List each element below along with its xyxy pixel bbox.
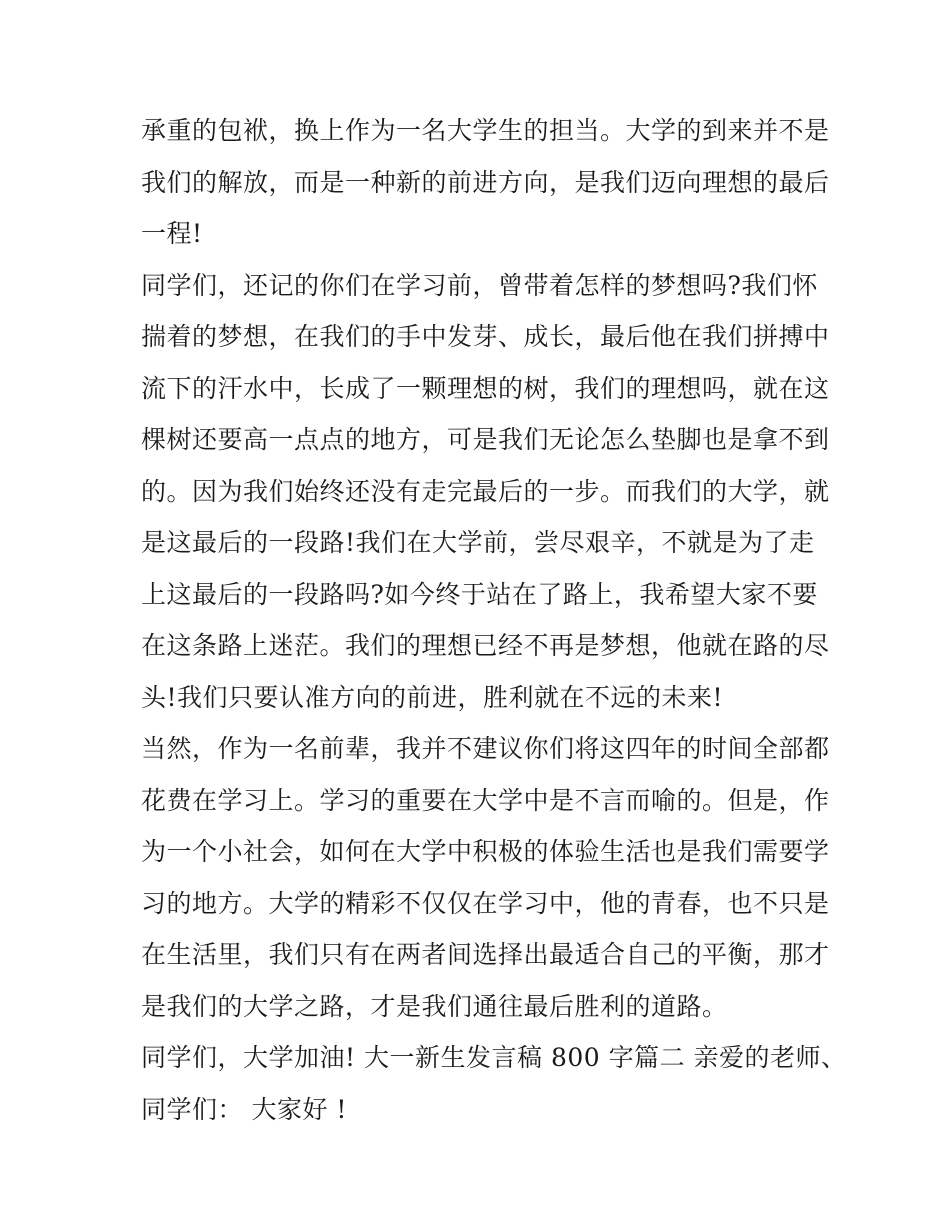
text-line: 上这最后的一段路吗?如今终于站在了路上，我希望大家不要 <box>141 579 818 609</box>
text-line: 揣着的梦想，在我们的手中发芽、成长，最后他在我们拼搏中 <box>141 322 830 351</box>
text-line: 承重的包袱，换上作为一名大学生的担当。大学的到来并不是 <box>141 116 830 145</box>
text-line: 棵树还要高一点点的地方，可是我们无论怎么垫脚也是拿不到 <box>141 425 830 454</box>
text-line: 同学们，大学加油! 大一新生发言稿 800 字篇二 亲爱的老师、 <box>141 1043 847 1072</box>
text-line: 是我们的大学之路，才是我们通往最后胜利的道路。 <box>141 991 728 1021</box>
text-line: 在生活里，我们只有在两者间选择出最适合自己的平衡，那才 <box>141 940 830 969</box>
text-line: 习的地方。大学的精彩不仅仅在学习中，他的青春，也不只是 <box>141 888 830 918</box>
text-line: 的。因为我们始终还没有走完最后的一步。而我们的大学，就 <box>141 476 830 506</box>
document-body <box>141 105 847 1135</box>
text-line: 头!我们只要认准方向的前进，胜利就在不远的未来! <box>141 682 724 712</box>
text-line: 我们的解放，而是一种新的前进方向，是我们迈向理想的最后 <box>141 167 830 197</box>
text-line: 花费在学习上。学习的重要在大学中是不言而喻的。但是，作 <box>141 785 830 815</box>
text-line: 同学们： 大家好 ! <box>141 1094 347 1124</box>
text-line: 同学们，还记的你们在学习前，曾带着怎样的梦想吗?我们怀 <box>141 270 818 300</box>
text-line: 流下的汗水中，长成了一颗理想的树，我们的理想吗，就在这 <box>141 373 830 403</box>
text-line: 当然，作为一名前辈，我并不建议你们将这四年的时间全部都 <box>141 734 830 763</box>
text-line: 是这最后的一段路!我们在大学前，尝尽艰辛，不就是为了走 <box>141 528 815 557</box>
text-line: 一程! <box>141 219 203 248</box>
text-line: 为一个小社会，如何在大学中积极的体验生活也是我们需要学 <box>141 837 830 866</box>
text-line: 在这条路上迷茫。我们的理想已经不再是梦想，他就在路的尽 <box>141 631 830 660</box>
